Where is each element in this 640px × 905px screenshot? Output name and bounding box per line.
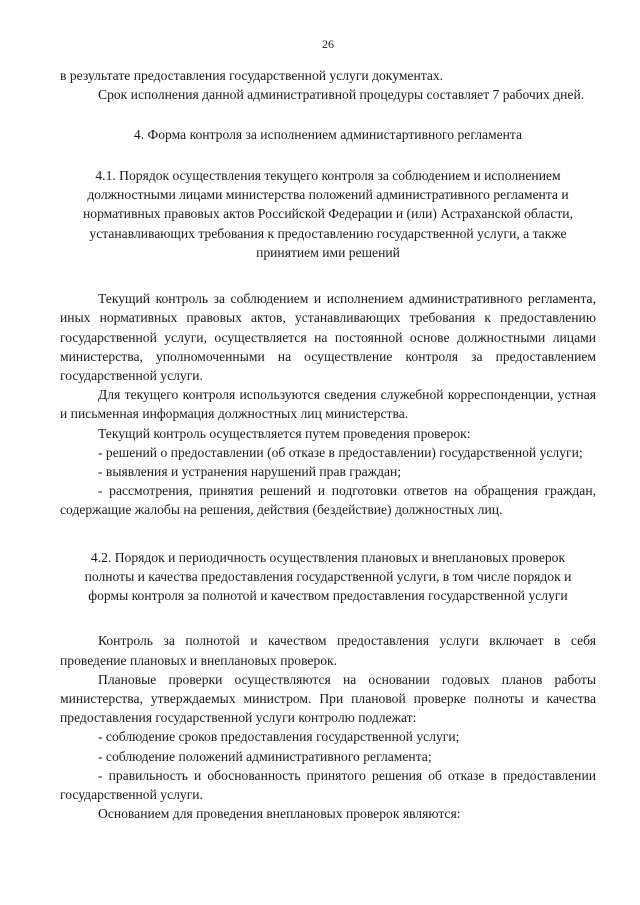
paragraph-planned-checks: Плановые проверки осуществляются на основании годовых планов работы министерства, утверждаемых министром. При плановой проверке полноты и качества предоставления государственной услуги контролю подлежат:: [60, 671, 596, 726]
subsection-4-1-heading: 4.1. Порядок осуществления текущего контроля за соблюдением и исполнением должностными лицами министерства положений административного регламента и нормативных правовых актов Российской Федерации и (или) Астраханской области, устанавливающих требования к предоставлению государственной услуги, а также принятием ими решений: [83, 167, 573, 260]
list-item-deadlines: - соблюдение сроков предоставления государственной услуги;: [98, 729, 460, 745]
list-item-decisions: - решений о предоставлении (об отказе в предоставлении) государственной услуги;: [98, 444, 583, 460]
list-item-violations: - выявления и устранения нарушений прав граждан;: [98, 463, 402, 479]
list-item-regulation-compliance: - соблюдение положений административного регламента;: [98, 748, 432, 764]
list-item-appeals: - рассмотрения, принятия решений и подготовки ответов на обращения граждан, содержащие жалобы на решения, действия (бездействие) должностных лиц.: [60, 483, 596, 518]
page-number: 26: [322, 37, 334, 51]
paragraph-unplanned-checks: Основанием для проведения внеплановых проверок являются:: [98, 806, 461, 822]
paragraph-control-method: Текущий контроль осуществляется путем проведения проверок:: [98, 425, 471, 441]
paragraph-current-control: Текущий контроль за соблюдением и исполнением административного регламента, иных нормативных правовых актов, устанавливающих требования к предоставлению государственной услуги, осуществляется на постоянной основе должностными лицами министерства, уполномоченными на осуществление контроля за предоставлением государственной услуги.: [60, 291, 596, 383]
list-item-refusal-validity: - правильность и обоснованность принятого решения об отказе в предоставлении государственной услуги.: [60, 767, 596, 803]
section-4-heading: 4. Форма контроля за исполнением администартивного регламента: [133, 127, 523, 143]
subsection-4-2-heading: 4.2. Порядок и периодичность осуществления плановых и внеплановых проверок полноты и качества предоставления государственной услуги, в том числе порядок и формы контроля за полнотой и качеством предоставления государственной услуги: [84, 549, 572, 604]
procedure-duration-text: Срок исполнения данной административной процедуры составляет 7 рабочих дней.: [98, 87, 585, 103]
continuation-text: в результате предоставления государственной услуги документах.: [60, 68, 444, 83]
paragraph-control-sources: Для текущего контроля используются сведения служебной корреспонденции, устная и письменная информация должностных лиц министерства.: [60, 387, 596, 422]
paragraph-quality-control: Контроль за полнотой и качеством предоставления услуги включает в себя проведение плановых и внеплановых проверок.: [60, 633, 596, 668]
